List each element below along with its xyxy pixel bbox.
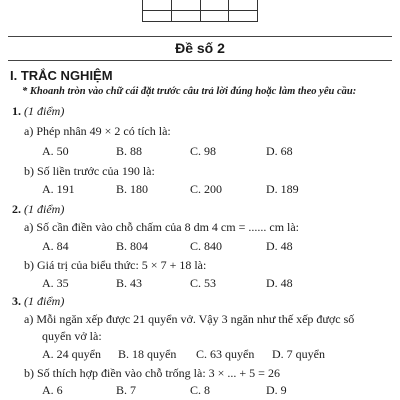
- question-2b-option-a[interactable]: A. 35: [42, 276, 69, 290]
- question-1-header: [12, 104, 64, 119]
- question-3-number: 3.: [12, 294, 21, 308]
- question-3a-text-line2: quyển vở là:: [42, 329, 102, 343]
- question-3a-option-b[interactable]: B. 18 quyển: [118, 347, 177, 361]
- question-2b-option-d[interactable]: D. 48: [266, 276, 293, 290]
- section-instruction: * Khoanh tròn vào chữ cái đặt trước câu trả lời đúng hoặc làm theo yêu cầu:: [22, 86, 357, 97]
- question-2a-option-b[interactable]: B. 804: [116, 239, 149, 253]
- question-1-points: (1 điểm): [24, 104, 65, 118]
- question-3b-text: b) Số thích hợp điền vào chỗ trống là: 3 × ... + 5 = 26: [24, 366, 280, 380]
- question-2-number: 2.: [12, 202, 21, 216]
- question-1a-option-d[interactable]: D. 68: [266, 144, 293, 158]
- question-3b-option-c[interactable]: C. 8: [190, 383, 211, 397]
- question-2a-text: a) Số cần điền vào chỗ chấm của 8 dm 4 cm = ...... cm là:: [24, 220, 300, 234]
- question-3a-text-line1: a) Mỗi ngăn xếp được 21 quyển vở. Vậy 3 ngăn như thế xếp được số: [24, 312, 355, 326]
- question-1b-option-a[interactable]: A. 191: [42, 182, 75, 196]
- question-2-header: [12, 202, 64, 217]
- question-1b-option-d[interactable]: D. 189: [266, 182, 299, 196]
- question-3b-option-d[interactable]: D. 9: [266, 383, 287, 397]
- divider-title: [8, 60, 392, 61]
- exam-title: Đề số 2: [175, 40, 225, 56]
- question-3-points: (1 điểm): [24, 294, 65, 308]
- question-3a-option-d[interactable]: D. 7 quyển: [272, 347, 325, 361]
- question-1a-option-a[interactable]: A. 50: [42, 144, 69, 158]
- score-grid: [142, 0, 258, 22]
- divider-top: [8, 36, 392, 37]
- question-3a-option-a[interactable]: A. 24 quyển: [42, 347, 101, 361]
- question-1a-text: a) Phép nhân 49 × 2 có tích là:: [24, 124, 171, 138]
- question-2a-option-c[interactable]: C. 840: [190, 239, 223, 253]
- question-1a-option-c[interactable]: C. 98: [190, 144, 217, 158]
- question-1b-text: b) Số liền trước của 190 là:: [24, 164, 155, 178]
- question-3-header: [12, 294, 64, 309]
- question-2-points: (1 điểm): [24, 202, 65, 216]
- question-1b-option-c[interactable]: C. 200: [190, 182, 223, 196]
- question-1-number: 1.: [12, 104, 21, 118]
- question-3b-option-a[interactable]: A. 6: [42, 383, 63, 397]
- section-title: I. TRẮC NGHIỆM: [10, 68, 113, 83]
- question-1a-option-b[interactable]: B. 88: [116, 144, 143, 158]
- question-2a-option-d[interactable]: D. 48: [266, 239, 293, 253]
- question-2a-option-a[interactable]: A. 84: [42, 239, 69, 253]
- question-3a-option-c[interactable]: C. 63 quyển: [196, 347, 255, 361]
- question-1b-option-b[interactable]: B. 180: [116, 182, 149, 196]
- question-3b-option-b[interactable]: B. 7: [116, 383, 137, 397]
- question-2b-option-c[interactable]: C. 53: [190, 276, 217, 290]
- question-2b-text: b) Giá trị của biểu thức: 5 × 7 + 18 là:: [24, 258, 207, 272]
- question-2b-option-b[interactable]: B. 43: [116, 276, 143, 290]
